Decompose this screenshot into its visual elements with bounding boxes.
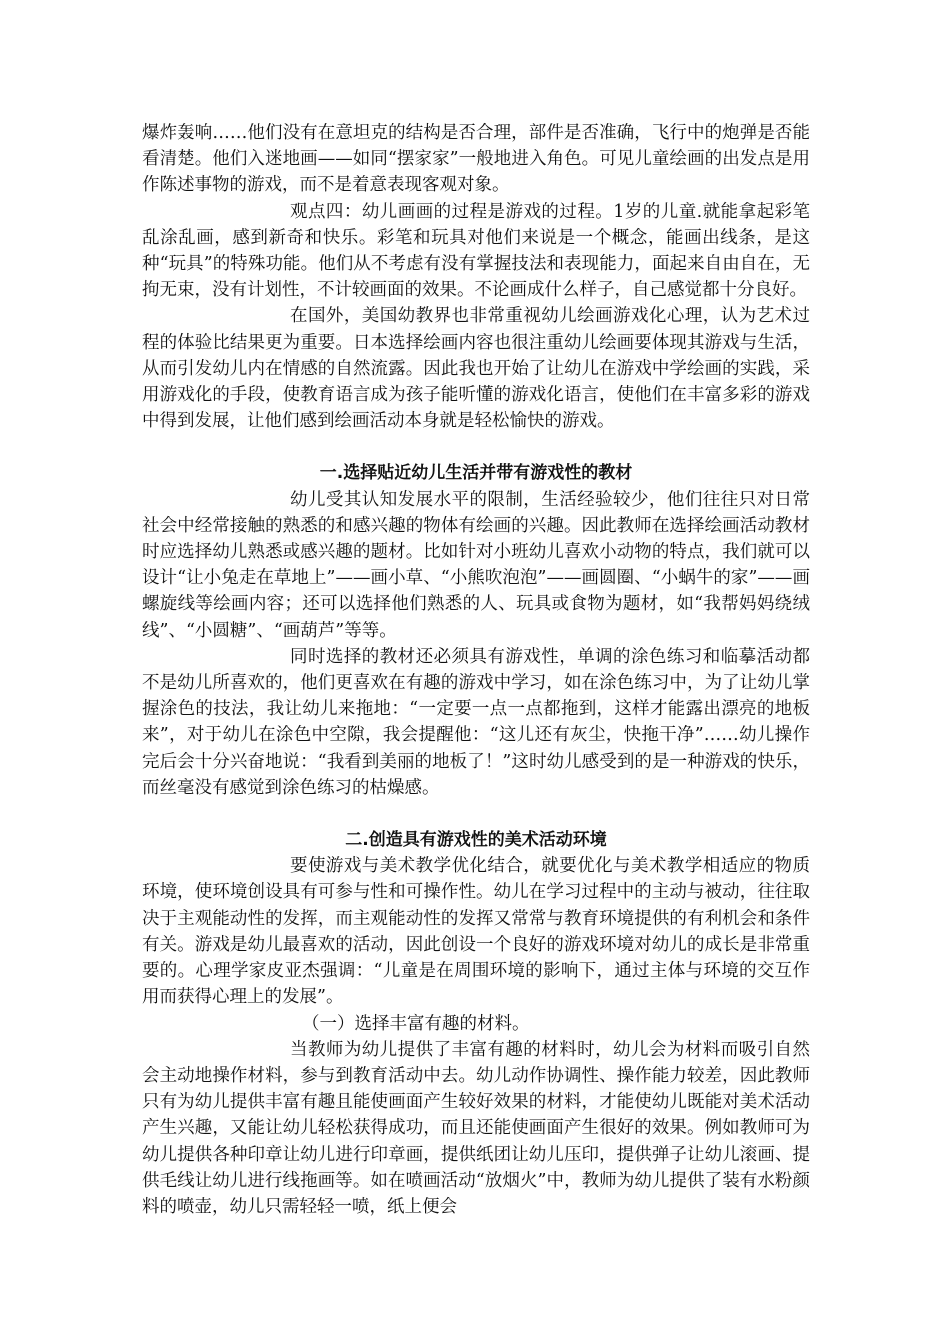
paragraph-abroad: 在国外，美国幼教界也非常重视幼儿绘画游戏化心理，认为艺术过程的体验比结果更为重要。日本选择绘画内容也很注重幼儿绘画要体现其游戏与生活，从而引发幼儿内在情感的自然流露。因此我也开始了让幼儿在游戏中学绘画的实践，采用游戏化的手段，使教育语言成为孩子能听懂的游戏化语言，使他们在丰富多彩的游戏中得到发展，让他们感到绘画活动本身就是轻松愉快的游戏。 <box>142 306 810 432</box>
paragraph-game-materials: 同时选择的教材还必须具有游戏性，单调的涂色练习和临摹活动都不是幼儿所喜欢的，他们更喜欢在有趣的游戏中学习，如在涂色练习中，为了让幼儿掌握涂色的技法，我让幼儿来拖地：“一定要一点一点都拖到，这样才能露出漂亮的地板来”，对于幼儿在涂色中空隙，我会提醒他：“这儿还有灰尘，快拖干净”……幼儿操作完后会十分兴奋地说：“我看到美丽的地板了！”这时幼儿感受到的是一种游戏的快乐，而丝毫没有感觉到涂色练习的枯燥感。 <box>142 646 810 798</box>
paragraph-environment: 要使游戏与美术教学优化结合，就要优化与美术教学相适应的物质环境，使环境创设具有可参与性和可操作性。幼儿在学习过程中的主动与被动，往往取决于主观能动性的发挥，而主观能动性的发挥又常常与教育环境提供的有利机会和条件有关。游戏是幼儿最喜欢的活动，因此创设一个良好的游戏环境对幼儿的成长是非常重要的。心理学家皮亚杰强调：“儿童是在周围环境的影响下，通过主体与环境的交互作用而获得心理上的发展”。 <box>142 856 810 1008</box>
section-heading-2: 二.创造具有游戏性的美术活动环境 <box>345 830 607 851</box>
paragraph-1: 爆炸轰响……他们没有在意坦克的结构是否合理，部件是否准确，飞行中的炮弹是否能看清楚。他们入迷地画——如同“摆家家”一般地进入角色。可见儿童绘画的出发点是用作陈述事物的游戏，而不是着意表现客观对象。 <box>142 123 810 196</box>
section-heading-1: 一.选择贴近幼儿生活并带有游戏性的教材 <box>319 463 633 484</box>
spacer <box>142 434 810 460</box>
subsection-heading-1: （一）选择丰富有趣的材料。 <box>302 1013 530 1034</box>
paragraph-viewpoint-four: 观点四：幼儿画画的过程是游戏的过程。1岁的儿童.就能拿起彩笔乱涂乱画，感到新奇和快乐。彩笔和玩具对他们来说是一个概念，能画出线条，是这种“玩具”的特殊功能。他们从不考虑有没有掌握技法和表现能力，面起来自由自在，无拘无束，没有计划性，不计较画面的效果。不论画成什么样子，自己感觉都十分良好。 <box>142 201 810 301</box>
paragraph-materials: 幼儿受其认知发展水平的限制，生活经验较少，他们往往只对日常社会中经常接触的熟悉的和感兴趣的物体有绘画的兴趣。因此教师在选择绘画活动教材时应选择幼儿熟悉或感兴趣的题材。比如针对小班幼儿喜欢小动物的特点，我们就可以设计“让小兔走在草地上”——画小草、“小熊吹泡泡”——画圆圈、“小蜗牛的家”——画螺旋线等绘画内容；还可以选择他们熟悉的人、玩具或食物为题材，如“我帮妈妈绕绒线”、“小圆糖”、“画葫芦”等等。 <box>142 489 810 641</box>
paragraph-rich-materials: 当教师为幼儿提供了丰富有趣的材料时，幼儿会为材料而吸引自然会主动地操作材料，参与到教育活动中去。幼儿动作协调性、操作能力较差，因此教师只有为幼儿提供丰富有趣且能使画面产生较好效果的材料，才能使幼儿既能对美术活动产生兴趣，又能让幼儿轻松获得成功，而且还能使画面产生很好的效果。例如教师可为幼儿提供各种印章让幼儿进行印章画，提供纸团让幼儿压印，提供弹子让幼儿滚画、提供毛线让幼儿进行线拖画等。如在喷画活动“放烟火”中，教师为幼儿提供了装有水粉颜料的喷壶，幼儿只需轻轻一喷，纸上便会 <box>142 1039 810 1217</box>
document-page <box>142 120 810 1220</box>
spacer <box>142 801 810 827</box>
